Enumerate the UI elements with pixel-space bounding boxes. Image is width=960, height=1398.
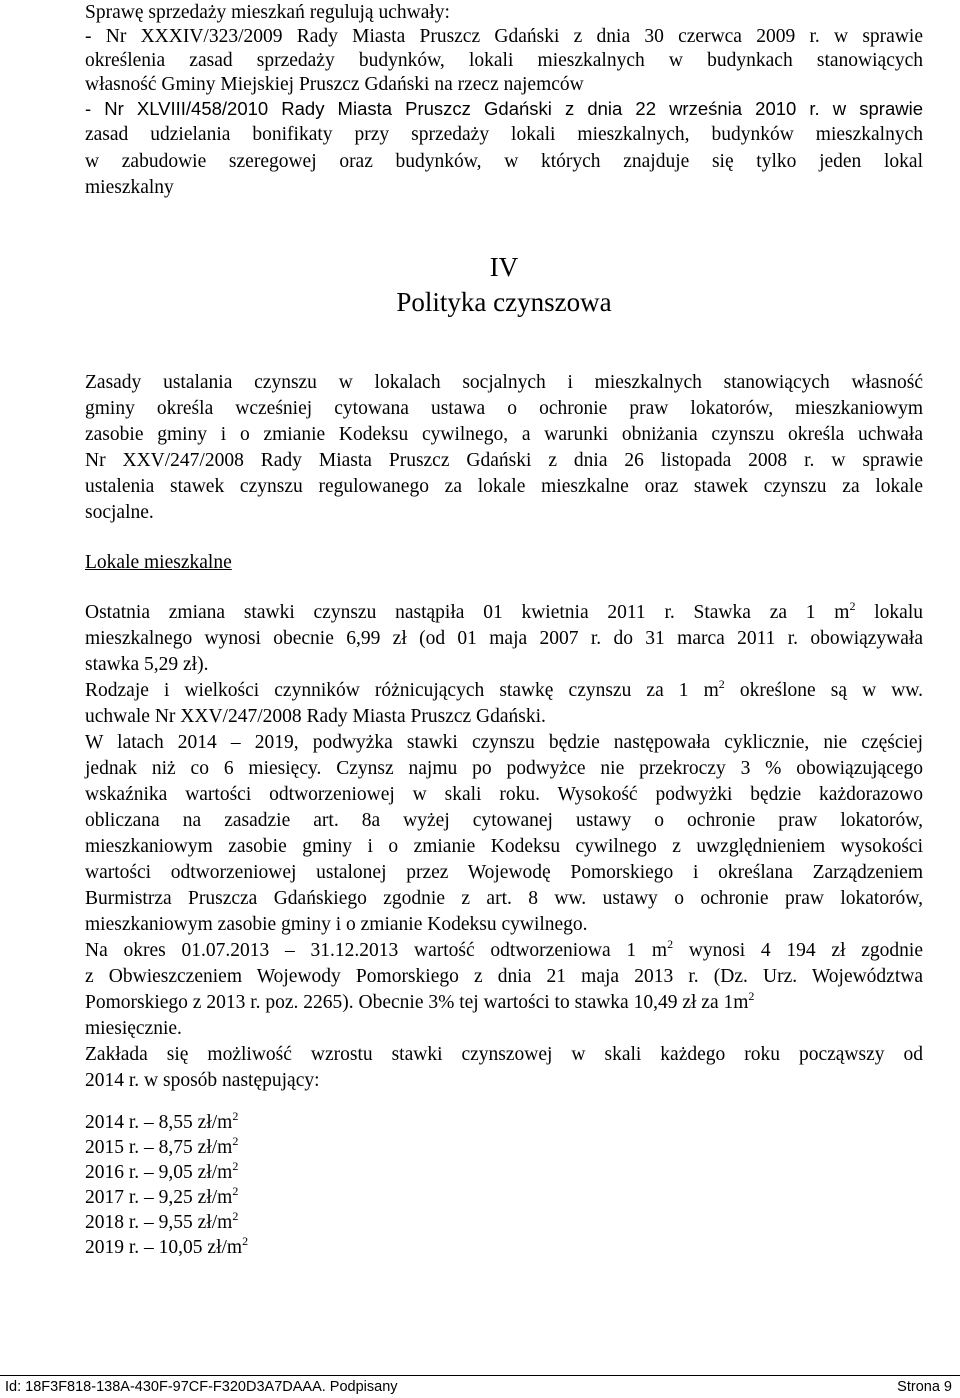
body-line-19: 2014 r. w sposób następujący:: [85, 1070, 320, 1091]
rate-row-2018: 2018 r. – 9,55 $zł/m^2$: [85, 1209, 239, 1233]
body-line-2: mieszkalnego wynosi obecnie 6,99 zł (od 01 maja 2007 r. do 31 marca 2011 r. obowiązywała: [85, 628, 923, 649]
intro-line-5: - Nr XLVIII/458/2010 Rady Miasta Pruszcz Gdański z dnia 22 września 2010 r. w sprawie: [85, 98, 923, 119]
body-line-11: wartości odtworzeniowej ustalonej przez Wojewodę Pomorskiego i określana Zarządzeniem: [85, 862, 923, 883]
body-line-6: W latach 2014 – 2019, podwyżka stawki czynszu będzie następowała cyklicznie, nie częściej: [85, 732, 923, 753]
rate-row-2016: 2016 r. – 9,05 $zł/m^2$: [85, 1159, 239, 1183]
subheading-lokale-mieszkalne: Lokale mieszkalne: [85, 552, 232, 573]
body-line-4: Rodzaje i wielkości czynników różnicujących stawkę czynszu za 1 $m^2$ określone są w ww.: [85, 677, 923, 701]
intro-line-3: określenia zasad sprzedaży budynków, lokali mieszkalnych w budynkach stanowiących: [85, 50, 923, 71]
body-line-17: miesięcznie.: [85, 1018, 182, 1039]
intro-line-7: w zabudowie szeregowej oraz budynków, w których znajduje się tylko jeden lokal: [85, 151, 923, 172]
body-line-13: mieszkaniowym zasobie gminy i o zmianie Kodeksu cywilnego.: [85, 914, 588, 935]
paragraph1-line-4: Nr XXV/247/2008 Rady Miasta Pruszcz Gdański z dnia 26 listopada 2008 r. w sprawie: [85, 450, 923, 471]
page-footer: [0, 1375, 960, 1397]
body-line-12: Burmistrza Pruszcza Gdańskiego zgodnie z art. 8 ww. ustawy o ochronie praw lokatorów,: [85, 888, 923, 909]
body-line-5: uchwale Nr XXV/247/2008 Rady Miasta Pruszcz Gdański.: [85, 706, 546, 727]
rate-row-2017: 2017 r. – 9,25 $zł/m^2$: [85, 1184, 239, 1208]
paragraph1-line-3: zasobie gminy i o zmianie Kodeksu cywilnego, a warunki obniżania czynszu określa uchwała: [85, 424, 923, 445]
section-number: IV: [489, 252, 519, 282]
paragraph1-line-5: ustalenia stawek czynszu regulowanego za lokale mieszkalne oraz stawek czynszu za lokale: [85, 476, 923, 497]
intro-line-1: Sprawę sprzedaży mieszkań regulują uchwały:: [85, 2, 450, 23]
body-line-18: Zakłada się możliwość wzrostu stawki czynszowej w skali każdego roku począwszy od: [85, 1044, 923, 1065]
body-line-1: Ostatnia zmiana stawki czynszu nastąpiła 01 kwietnia 2011 r. Stawka za 1 $m^2$ lokalu: [85, 599, 924, 623]
paragraph1-line-1: Zasady ustalania czynszu w lokalach socjalnych i mieszkalnych stanowiących własność: [85, 372, 923, 393]
section-title: Polityka czynszowa: [396, 287, 612, 317]
document-id-text: Id: 18F3F818-138A-430F-97CF-F320D3A7DAAA. Podpisany: [5, 1379, 398, 1395]
body-line-15: z Obwieszczeniem Wojewody Pomorskiego z dnia 21 maja 2013 r. (Dz. Urz. Województwa: [85, 966, 923, 987]
intro-line-4: własność Gminy Miejskiej Pruszcz Gdański na rzecz najemców: [85, 74, 584, 95]
intro-line-2: - Nr XXXIV/323/2009 Rady Miasta Pruszcz Gdański z dnia 30 czerwca 2009 r. w sprawie: [85, 26, 923, 47]
body-line-10: mieszkaniowym zasobie gminy i o zmianie Kodeksu cywilnego z uwzględnieniem wysokości: [85, 836, 923, 857]
intro-line-8: mieszkalny: [85, 177, 174, 198]
body-line-9: obliczana na zasadzie art. 8a wyżej cytowanej ustawy o ochronie praw lokatorów,: [85, 810, 923, 831]
rate-row-2015: 2015 r. – 8,75 $zł/m^2$: [85, 1134, 239, 1158]
rate-row-2019: 2019 r. – 10,05 $zł/m^2$: [85, 1234, 249, 1258]
paragraph1-line-2: gminy określa wcześniej cytowana ustawa o ochronie praw lokatorów, mieszkaniowym: [85, 398, 923, 419]
page-number: Strona 9: [897, 1379, 952, 1395]
body-line-8: wskaźnika wartości odtworzeniowej w skali roku. Wysokość podwyżki będzie każdorazowo: [85, 784, 923, 805]
body-line-3: stawka 5,29 zł).: [85, 654, 209, 675]
intro-line-6: zasad udzielania bonifikaty przy sprzedaży lokali mieszkalnych, budynków mieszkalnych: [85, 124, 923, 145]
rate-row-2014: 2014 r. – 8,55 $zł/m^2$: [85, 1109, 239, 1133]
paragraph1-line-6: socjalne.: [85, 502, 154, 523]
body-line-7: jednak niż co 6 miesięcy. Czynsz najmu po podwyżce nie przekroczy 3 % obowiązującego: [85, 758, 923, 779]
body-line-14: Na okres 01.07.2013 – 31.12.2013 wartość odtworzeniowa 1 $m^2$ wynosi 4 194 zł zgodnie: [85, 937, 923, 961]
body-line-16: Pomorskiego z 2013 r. poz. 2265). Obecnie 3% tej wartości to stawka 10,49 zł za $1m^2$: [85, 989, 755, 1013]
